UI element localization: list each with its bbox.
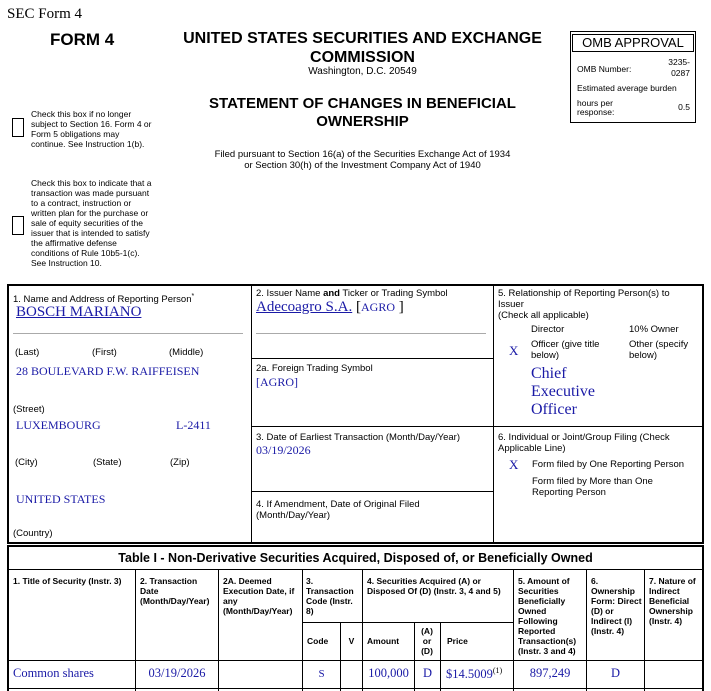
director-label: Director	[531, 324, 565, 335]
row-code: S	[318, 668, 325, 680]
omb-hours-label-1: hours per	[577, 98, 613, 108]
col-code: Code	[307, 636, 329, 646]
table-1-title: Table I - Non-Derivative Securities Acquired, Disposed of, or Beneficially Owned	[118, 551, 593, 565]
row-a-or-d: D	[422, 666, 433, 680]
col-v: V	[348, 636, 355, 646]
col-price: Price	[447, 636, 468, 646]
rule-10b5-1-text: Check this box to indicate that a transaction was made pursuant to a contract, instruction or written plan for the purchase or sale of equity securities of the issuer that is intended to satisfy the affirmative defense conditions of Rule 10b5-1(c). See Instruction 10.	[31, 178, 152, 268]
row-amount-owned: 897,249	[529, 666, 571, 680]
omb-title: OMB APPROVAL	[572, 34, 694, 52]
omb-burden-label: Estimated average burden	[577, 83, 677, 93]
zip-value: L-2411	[176, 418, 211, 432]
one-person-check-mark: X	[509, 457, 519, 472]
ticker-open-bracket: [	[355, 299, 361, 315]
box1-asterisk: *	[191, 293, 195, 300]
state-label: (State)	[93, 457, 122, 468]
other-label: Other (specify below)	[629, 339, 689, 361]
ticker-symbol: AGRO	[360, 300, 395, 314]
row-price-footnote[interactable]: (1)	[492, 666, 503, 675]
city-label: (City)	[15, 457, 38, 468]
box6-label: 6. Individual or Joint/Group Filing (Check Applicable Line)	[498, 432, 670, 454]
box3-label: 3. Date of Earliest Transaction (Month/Day/Year)	[256, 432, 460, 443]
col-nature-indirect-ownership: 7. Nature of Indirect Beneficial Ownership (Instr. 4)	[649, 576, 696, 626]
location: Washington, D.C. 20549	[308, 66, 417, 77]
no-longer-subject-checkbox[interactable]	[12, 118, 24, 137]
omb-approval-box	[570, 31, 696, 123]
zip-label: (Zip)	[170, 457, 190, 468]
earliest-transaction-date: 03/19/2026	[256, 443, 311, 457]
officer-title: Chief Executive Officer	[531, 365, 595, 418]
box2-label-a: 2. Issuer Name	[256, 288, 324, 299]
omb-number-value-2: 0287	[671, 68, 690, 78]
box2a-label: 2a. Foreign Trading Symbol	[256, 363, 373, 374]
row-price-value: $14.5009	[446, 667, 493, 682]
top-label: SEC Form 4	[7, 6, 83, 22]
filed-pursuant-1: Filed pursuant to Section 16(a) of the Securities Exchange Act of 1934	[214, 149, 511, 160]
agency-title: UNITED STATES SECURITIES AND EXCHANGE COMMISSION	[183, 30, 542, 66]
statement-title: STATEMENT OF CHANGES IN BENEFICIAL OWNERSHIP	[209, 95, 516, 130]
first-label: (First)	[92, 347, 117, 358]
col-transaction-code: 3. Transaction Code (Instr. 8)	[306, 576, 354, 616]
city-value: LUXEMBOURG	[16, 418, 101, 432]
col-title-of-security: 1. Title of Security (Instr. 3)	[13, 576, 122, 586]
omb-number-value-1: 3235-	[668, 57, 690, 67]
omb-number-label: OMB Number:	[577, 64, 632, 74]
box4-label: 4. If Amendment, Date of Original Filed (Month/Day/Year)	[256, 499, 420, 521]
last-label: (Last)	[15, 347, 40, 358]
omb-hours-label-2: response:	[577, 107, 615, 117]
box2-label	[256, 288, 448, 299]
col-deemed-execution-date: 2A. Deemed Execution Date, if any (Month/Day/Year)	[223, 576, 295, 616]
issuer-name-link[interactable]: Adecoagro S.A.	[256, 299, 353, 315]
no-longer-subject-text: Check this box if no longer subject to Section 16. Form 4 or Form 5 obligations may continue. See Instruction 1(b).	[31, 109, 152, 149]
box5-sub: (Check all applicable)	[498, 310, 589, 321]
officer-label: Officer (give title below)	[531, 339, 600, 361]
foreign-trading-symbol: [AGRO]	[256, 375, 298, 389]
col-a-or-d: (A) or (D)	[421, 626, 433, 656]
row-transaction-date: 03/19/2026	[148, 666, 206, 680]
row-ownership-form: D	[610, 666, 621, 680]
col-transaction-date: 2. Transaction Date (Month/Day/Year)	[140, 576, 210, 606]
form-name: FORM 4	[50, 30, 115, 49]
col-amount-owned-following: 5. Amount of Securities Beneficially Owned Following Reported Transaction(s) (Instr. 3 and 4)	[518, 576, 577, 656]
row-amount: 100,000	[368, 666, 409, 680]
box5-label: 5. Relationship of Reporting Person(s) to Issuer	[498, 288, 670, 310]
row-price	[446, 666, 502, 682]
col-amount: Amount	[367, 636, 400, 646]
more-than-one-label: Form filed by More than One Reporting Person	[532, 476, 653, 498]
country-value: UNITED STATES	[16, 492, 106, 506]
issuer-line	[256, 299, 404, 316]
street-value: 28 BOULEVARD F.W. RAIFFEISEN	[16, 364, 200, 378]
country-label: (Country)	[13, 528, 53, 539]
ten-pct-owner-label: 10% Owner	[629, 324, 679, 335]
box2-label-b: Ticker or Trading Symbol	[339, 288, 448, 299]
filed-pursuant-2: or Section 30(h) of the Investment Company Act of 1940	[244, 160, 481, 171]
col-securities-acquired-disposed: 4. Securities Acquired (A) or Disposed Of (D) (Instr. 3, 4 and 5)	[367, 576, 501, 596]
reporting-person-name[interactable]: BOSCH MARIANO	[16, 304, 142, 320]
box1-label-text: 1. Name and Address of Reporting Person	[13, 294, 192, 306]
one-person-label: Form filed by One Reporting Person	[532, 459, 685, 470]
officer-check-mark: X	[509, 343, 519, 358]
ticker-close-bracket: ]	[398, 299, 404, 315]
row-title-of-security: Common shares	[13, 666, 94, 680]
rule-10b5-1-checkbox[interactable]	[12, 216, 24, 235]
street-label: (Street)	[13, 404, 45, 415]
omb-hours-value: 0.5	[678, 102, 690, 112]
middle-label: (Middle)	[169, 347, 204, 358]
box2-label-and: and	[323, 288, 340, 299]
col-ownership-form: 6. Ownership Form: Direct (D) or Indirect (I) (Instr. 4)	[591, 576, 642, 636]
